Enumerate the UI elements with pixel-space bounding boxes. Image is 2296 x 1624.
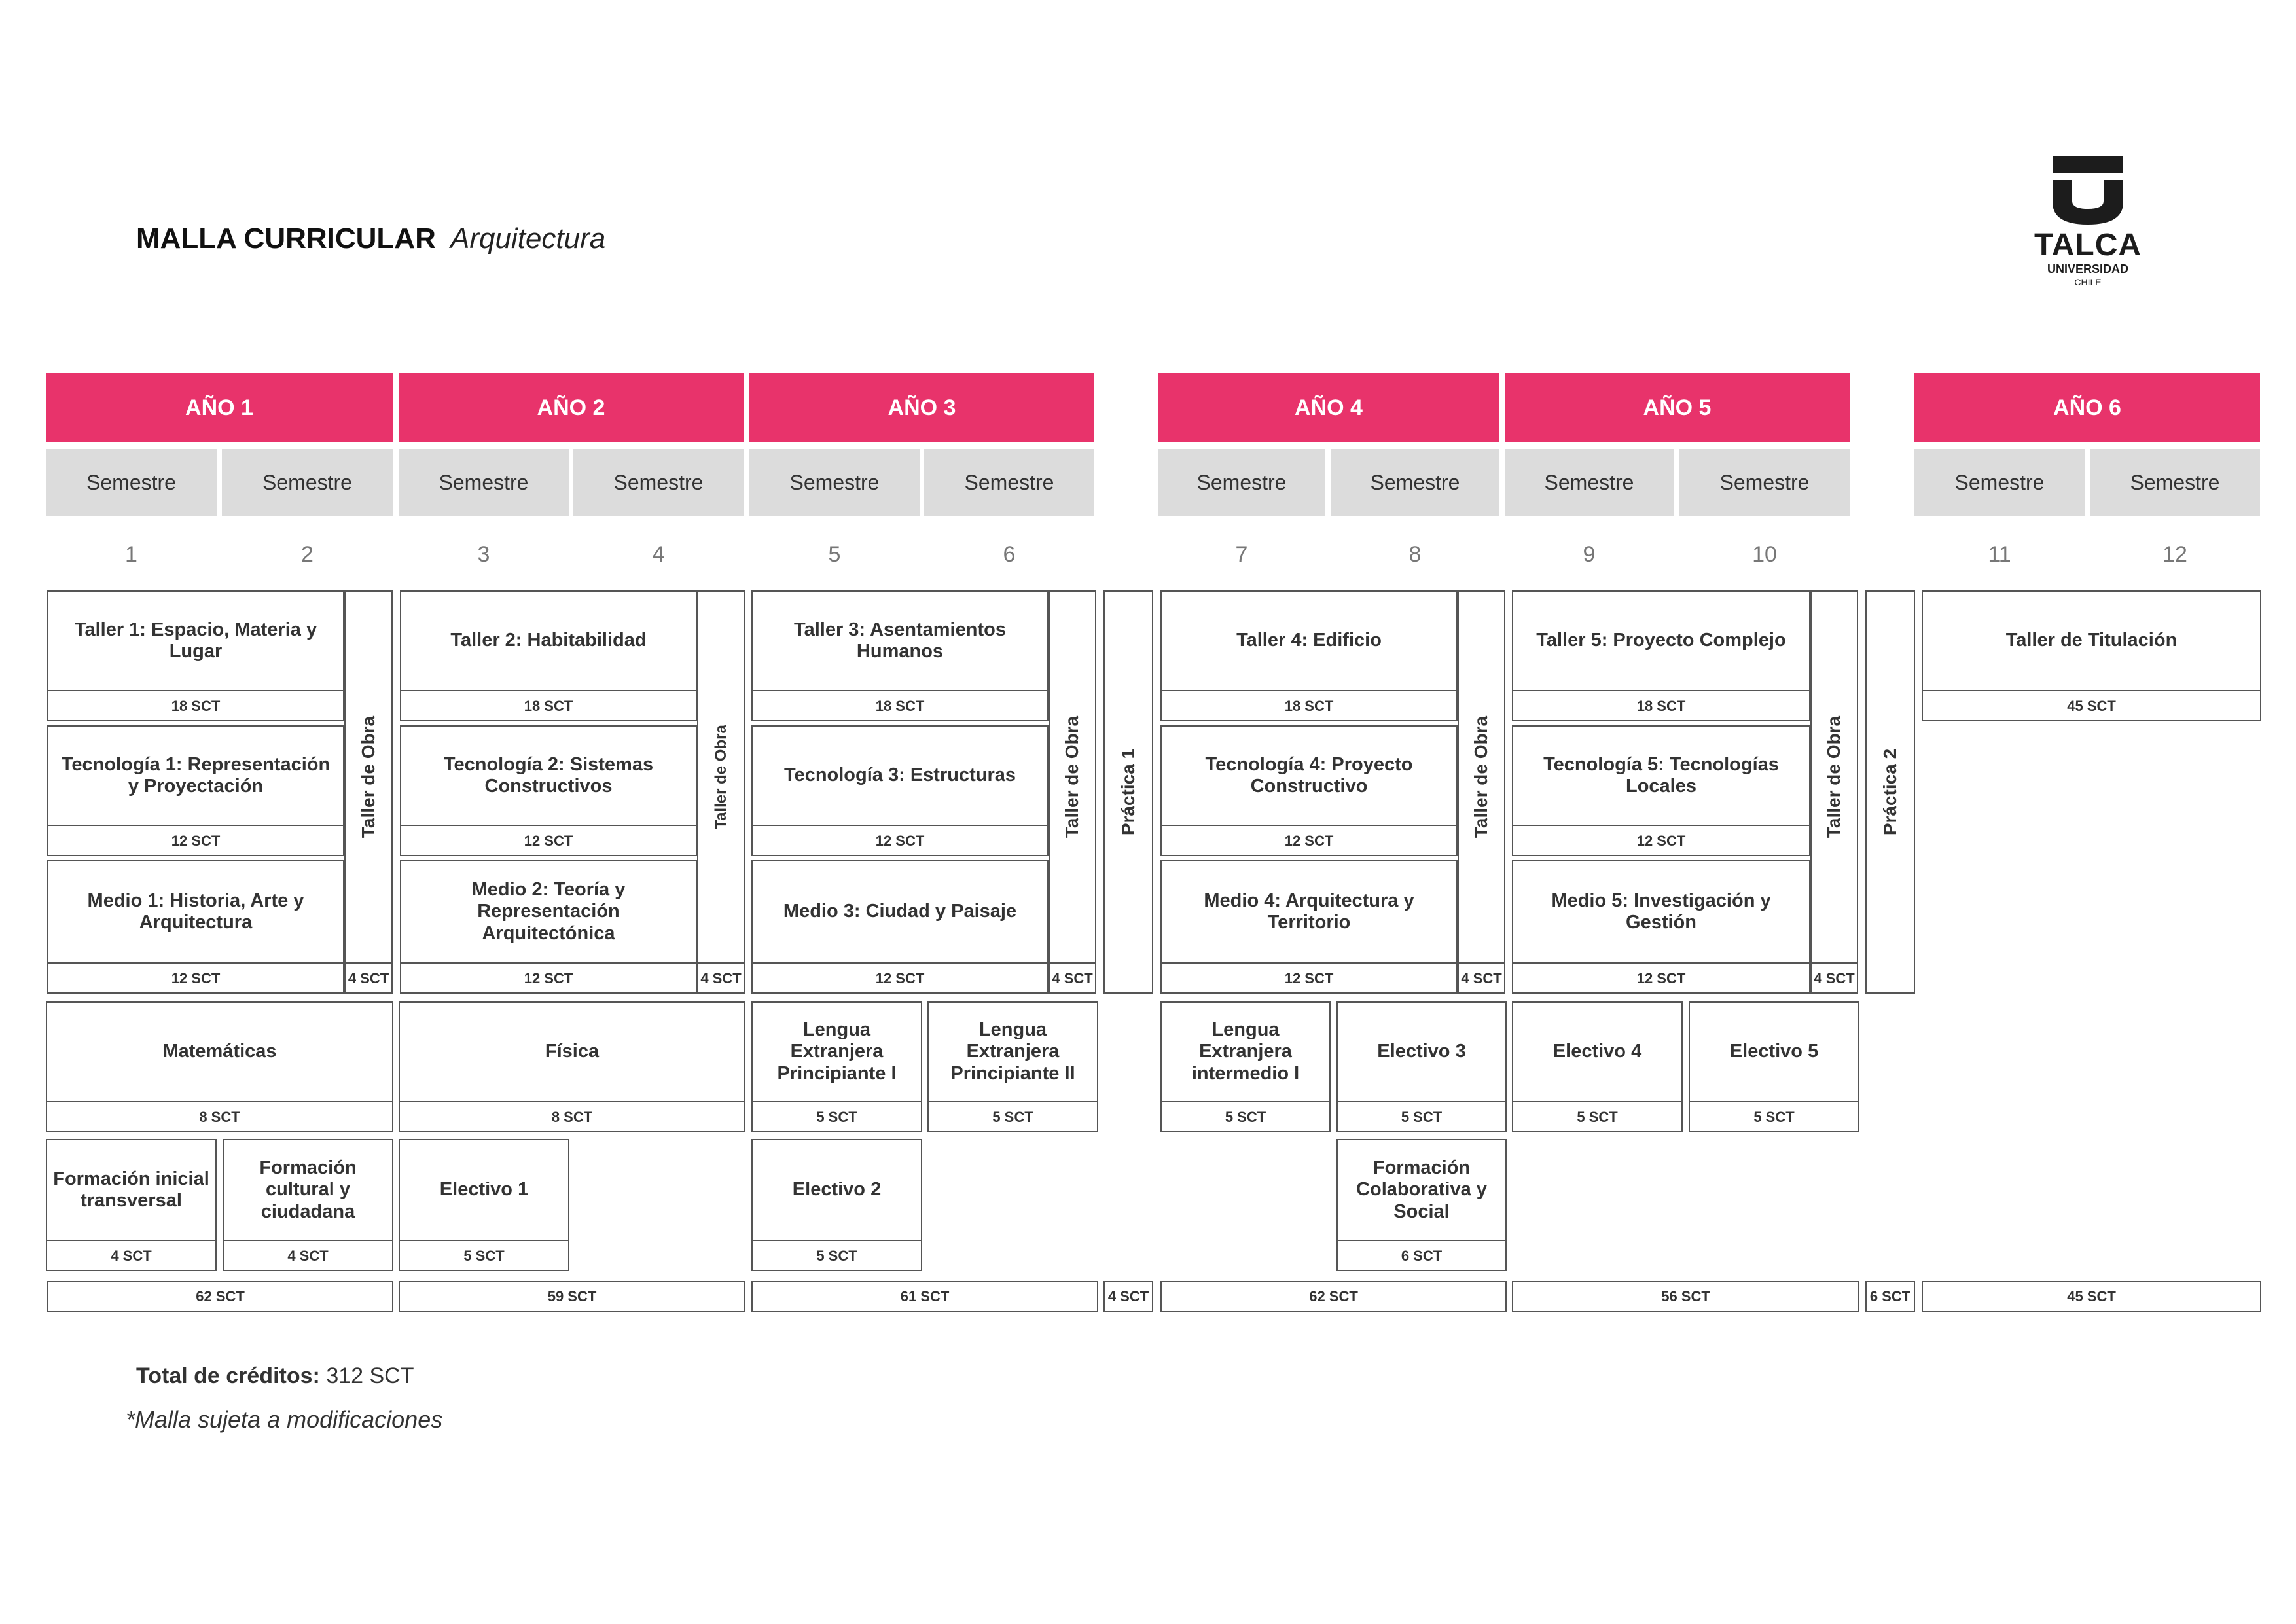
course-credits: 12 SCT: [753, 962, 1047, 994]
semester-number: 12: [2162, 542, 2187, 567]
logo-name: TALCA: [2034, 228, 2142, 262]
semester-number: 9: [1583, 542, 1596, 567]
vertical-course-name: Taller de Obra: [1062, 715, 1083, 839]
logo-line-2: UNIVERSIDAD: [2047, 262, 2128, 276]
course-credits: 5 SCT: [1513, 1101, 1681, 1132]
course-card: [1689, 1001, 1859, 1132]
semester-label: Semestre: [46, 449, 217, 516]
semester-label: Semestre: [1914, 449, 2085, 516]
course-name: Taller 5: Proyecto Complejo: [1536, 630, 1786, 651]
course-credits: 18 SCT: [753, 690, 1047, 721]
course-name: Formación Colaborativa y Social: [1356, 1157, 1487, 1222]
year-header-6: AÑO 6: [1914, 373, 2260, 442]
page-subtitle: Arquitectura: [450, 223, 606, 255]
logo-mark-icon: [2022, 154, 2153, 226]
year-header-4: AÑO 4: [1158, 373, 1499, 442]
course-credits: 8 SCT: [400, 1101, 744, 1132]
course-credits: 12 SCT: [1162, 962, 1456, 994]
course-credits: 12 SCT: [48, 825, 343, 856]
total-credits-value: 312 SCT: [326, 1363, 414, 1388]
course-card: [47, 590, 344, 721]
vertical-course-name: Taller de Obra: [711, 725, 730, 829]
semester-label: Semestre: [399, 449, 569, 516]
course-card: [1336, 1001, 1507, 1132]
course-credits: 12 SCT: [1162, 825, 1456, 856]
course-credits: 5 SCT: [929, 1101, 1097, 1132]
course-credits: 12 SCT: [401, 825, 696, 856]
vertical-course-name: Taller de Obra: [1823, 715, 1844, 839]
course-name: Lengua Extranjera Principiante I: [777, 1019, 897, 1084]
internship-column: [1103, 590, 1153, 994]
page-title: MALLA CURRICULAR: [136, 223, 436, 255]
vertical-course: [1049, 590, 1096, 994]
course-credits: 5 SCT: [753, 1240, 921, 1271]
course-name: Electivo 3: [1377, 1041, 1466, 1062]
course-card: [400, 860, 697, 994]
course-card: [46, 1001, 393, 1132]
year-header-5: AÑO 5: [1505, 373, 1850, 442]
vertical-course-credits: 4 SCT: [1050, 962, 1095, 994]
course-credits: 18 SCT: [48, 690, 343, 721]
course-card: [1336, 1139, 1507, 1271]
course-card: [1160, 860, 1458, 994]
year-total: 59 SCT: [399, 1281, 745, 1312]
semester-label: Semestre: [573, 449, 744, 516]
course-card: [399, 1139, 569, 1271]
vertical-course: [697, 590, 745, 994]
vertical-course-credits: 4 SCT: [346, 962, 391, 994]
total-credits: [136, 1363, 414, 1389]
course-credits: 12 SCT: [753, 825, 1047, 856]
course-credits: 45 SCT: [1923, 690, 2260, 721]
course-credits: 5 SCT: [1338, 1101, 1505, 1132]
course-name: Formación inicial transversal: [53, 1168, 209, 1211]
course-card: [223, 1139, 393, 1271]
vertical-course-credits: 4 SCT: [698, 962, 744, 994]
semester-number: 8: [1408, 542, 1422, 567]
course-name: Medio 3: Ciudad y Paisaje: [783, 901, 1017, 922]
vertical-course-credits: 4 SCT: [1459, 962, 1504, 994]
course-card: [47, 725, 344, 856]
semester-label: Semestre: [1331, 449, 1499, 516]
semester-number: 1: [125, 542, 137, 567]
logo-line-3: CHILE: [2074, 277, 2102, 287]
course-card: [1922, 590, 2261, 721]
course-card: [1512, 725, 1810, 856]
course-card: [1160, 725, 1458, 856]
course-name: Electivo 4: [1552, 1041, 1642, 1062]
year-total: 45 SCT: [1922, 1281, 2261, 1312]
course-card: [47, 860, 344, 994]
course-credits: 5 SCT: [753, 1101, 921, 1132]
course-credits: 8 SCT: [47, 1101, 392, 1132]
semester-label: Semestre: [924, 449, 1094, 516]
course-name: Tecnología 3: Estructuras: [784, 765, 1016, 786]
vertical-course-name: Taller de Obra: [358, 715, 378, 839]
internship-column: [1865, 590, 1915, 994]
course-card: [751, 590, 1049, 721]
course-card: [399, 1001, 745, 1132]
course-name: Medio 4: Arquitectura y Territorio: [1204, 890, 1414, 933]
course-name: Taller de Titulación: [2005, 630, 2178, 651]
vertical-course-credits: 4 SCT: [1812, 962, 1857, 994]
course-credits: 4 SCT: [224, 1240, 392, 1271]
course-name: Física: [545, 1041, 600, 1062]
course-card: [1160, 590, 1458, 721]
semester-number: 3: [477, 542, 490, 567]
vertical-course: [344, 590, 393, 994]
course-name: Tecnología 4: Proyecto Constructivo: [1205, 753, 1413, 797]
course-credits: 18 SCT: [401, 690, 696, 721]
vertical-course-name: Práctica 1: [1118, 748, 1139, 836]
semester-label: Semestre: [1505, 449, 1674, 516]
course-credits: 12 SCT: [1513, 825, 1809, 856]
course-credits: 5 SCT: [1162, 1101, 1329, 1132]
semester-number: 11: [1988, 542, 2011, 567]
semester-label: Semestre: [1158, 449, 1325, 516]
internship-total: 4 SCT: [1103, 1281, 1153, 1312]
year-total: 61 SCT: [751, 1281, 1098, 1312]
course-credits: 12 SCT: [48, 962, 343, 994]
course-card: [751, 1139, 922, 1271]
semester-number: 5: [828, 542, 841, 567]
year-header-3: AÑO 3: [749, 373, 1094, 442]
total-credits-label: Total de créditos:: [136, 1363, 320, 1388]
course-name: Formación cultural y ciudadana: [259, 1157, 357, 1222]
course-name: Electivo 5: [1729, 1041, 1819, 1062]
course-card: [46, 1139, 217, 1271]
course-credits: 18 SCT: [1513, 690, 1809, 721]
course-name: Tecnología 5: Tecnologías Locales: [1543, 753, 1779, 797]
course-card: [751, 860, 1049, 994]
course-name: Taller 4: Edificio: [1236, 630, 1382, 651]
course-credits: 12 SCT: [401, 962, 696, 994]
internship-total: 6 SCT: [1865, 1281, 1915, 1312]
course-name: Electivo 2: [792, 1179, 882, 1200]
course-credits: 6 SCT: [1338, 1240, 1505, 1271]
course-credits: 5 SCT: [1690, 1101, 1858, 1132]
semester-label: Semestre: [1679, 449, 1850, 516]
year-header-1: AÑO 1: [46, 373, 393, 442]
course-card: [400, 725, 697, 856]
course-card: [751, 725, 1049, 856]
course-name: Matemáticas: [162, 1041, 277, 1062]
semester-label: Semestre: [2090, 449, 2260, 516]
university-logo: [2022, 154, 2153, 291]
course-name: Taller 1: Espacio, Materia y Lugar: [74, 619, 317, 662]
course-name: Electivo 1: [439, 1179, 529, 1200]
course-name: Medio 5: Investigación y Gestión: [1551, 890, 1771, 933]
year-total: 56 SCT: [1512, 1281, 1859, 1312]
course-name: Tecnología 1: Representación y Proyectación: [61, 753, 331, 797]
course-name: Taller 3: Asentamientos Humanos: [794, 619, 1006, 662]
semester-number: 2: [301, 542, 314, 567]
semester-number: 4: [652, 542, 665, 567]
course-card: [751, 1001, 922, 1132]
course-credits: 4 SCT: [47, 1240, 215, 1271]
vertical-course-name: Taller de Obra: [1471, 715, 1492, 839]
course-name: Lengua Extranjera intermedio I: [1191, 1019, 1300, 1084]
course-card: [1512, 590, 1810, 721]
course-name: Medio 2: Teoría y Representación Arquitectónica: [471, 878, 626, 944]
course-credits: 18 SCT: [1162, 690, 1456, 721]
course-card: [1512, 1001, 1683, 1132]
course-name: Lengua Extranjera Principiante II: [950, 1019, 1075, 1084]
year-total: 62 SCT: [47, 1281, 393, 1312]
vertical-course: [1810, 590, 1858, 994]
course-card: [927, 1001, 1098, 1132]
year-total: 62 SCT: [1160, 1281, 1507, 1312]
semester-number: 7: [1235, 542, 1248, 567]
semester-number: 6: [1003, 542, 1016, 567]
course-name: Tecnología 2: Sistemas Constructivos: [443, 753, 654, 797]
course-name: Medio 1: Historia, Arte y Arquitectura: [87, 890, 304, 933]
year-header-2: AÑO 2: [399, 373, 744, 442]
course-name: Taller 2: Habitabilidad: [450, 630, 647, 651]
vertical-course: [1458, 590, 1505, 994]
semester-label: Semestre: [749, 449, 920, 516]
course-card: [1512, 860, 1810, 994]
semester-label: Semestre: [222, 449, 393, 516]
course-credits: 5 SCT: [400, 1240, 568, 1271]
vertical-course-name: Práctica 2: [1880, 748, 1901, 836]
semester-number: 10: [1752, 542, 1777, 567]
course-card: [400, 590, 697, 721]
footnote: *Malla sujeta a modificaciones: [126, 1406, 443, 1433]
course-card: [1160, 1001, 1331, 1132]
course-credits: 12 SCT: [1513, 962, 1809, 994]
